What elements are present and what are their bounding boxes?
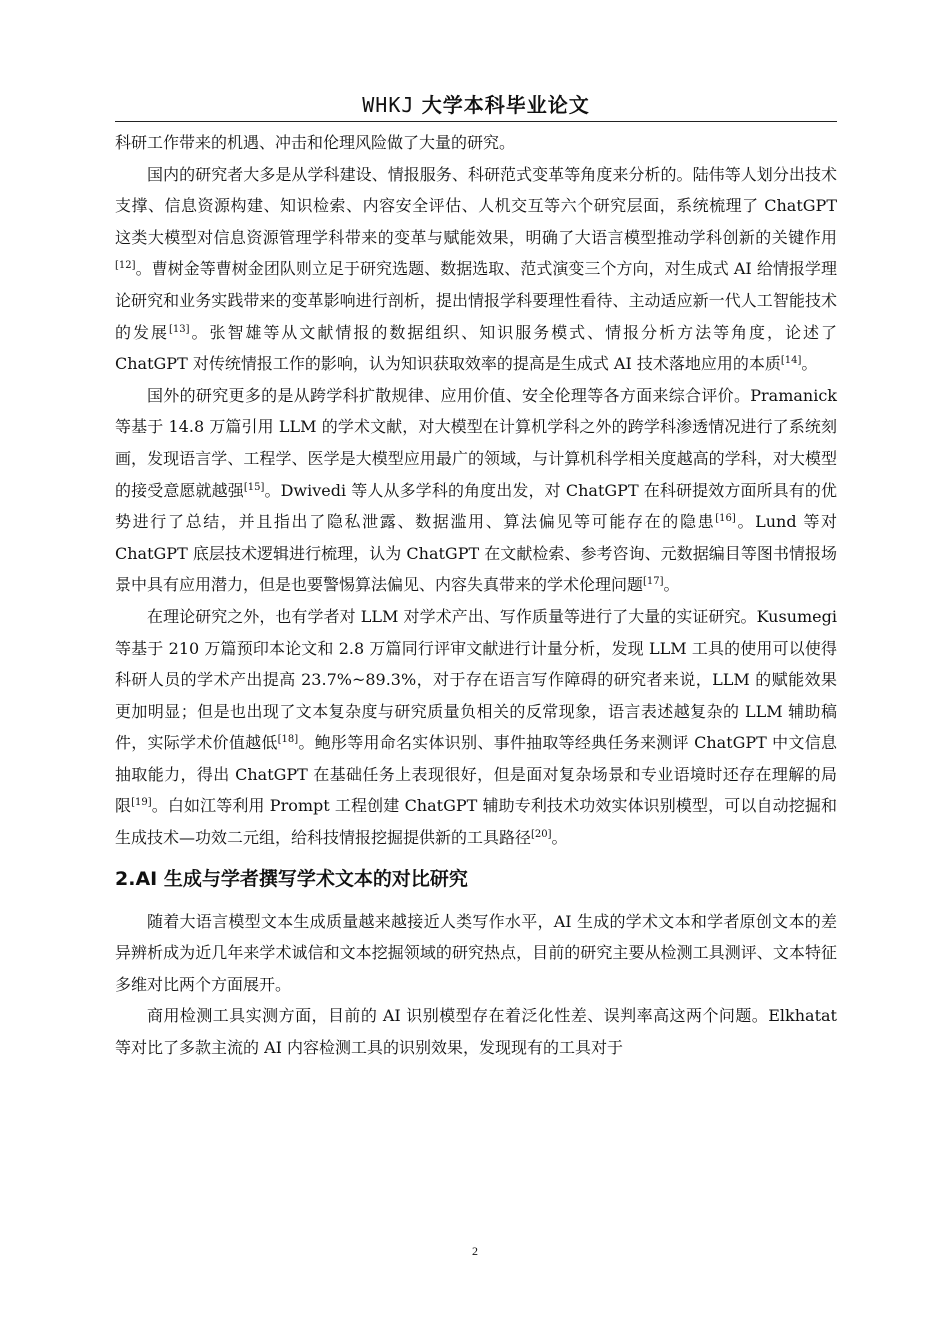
paragraph-empirical-research: 在理论研究之外，也有学者对 LLM 对学术产出、写作质量等进行了大量的实证研究。Kusumegi 等基于 210 万篇预印本论文和 2.8 万篇同行评审文献进行计量分析，发现 LLM 工具的使用可以使得科研人员的学术产出提高 23.7%~89.3%，对于存在语言写作障碍的研究者来说，LLM 的赋能效果更加明显；但是也出现了文本复杂度与研究质量负相关的反常现象，语言表述越复杂的 LLM 辅助稿件，实际学术价值越低[18]。鲍彤等用命名实体识别、事件抽取等经典任务来测评 ChatGPT 中文信息抽取能力，得出 ChatGPT 在基础任务上表现很好，但是面对复杂场景和专业语境时还存在理解的局限[19]。白如江等利用 Prompt 工程创建 ChatGPT 辅助专利技术功效实体识别模型，可以自动挖掘和生成技术—功效二元组，给科技情报挖掘提供新的工具路径[20]。 [115, 606, 837, 848]
header-abbrev: WHKJ [362, 93, 415, 117]
paragraph-continued: 科研工作带来的机遇、冲击和伦理风险做了大量的研究。 [115, 133, 516, 152]
citation-ref: [14] [780, 355, 802, 367]
citation-ref: [12] [115, 260, 136, 272]
section-heading: 2.AI 生成与学者撰写学术文本的对比研究 [115, 867, 468, 890]
citation-ref: [19] [131, 797, 152, 809]
running-header [115, 92, 837, 118]
paragraph-detection-tools: 商用检测工具实测方面，目前的 AI 识别模型存在着泛化性差、误判率高这两个问题。Elkhatat 等对比了多款主流的 AI 内容检测工具的识别效果，发现现有的工具对于 [115, 1006, 837, 1058]
paragraph-section-intro: 随着大语言模型文本生成质量越来越接近人类写作水平，AI 生成的学术文本和学者原创文本的差异辨析成为近几年来学术诚信和文本挖掘领域的研究热点，目前的研究主要从检测工具测评、文本特征多维对比两个方面展开。 [115, 911, 837, 994]
citation-ref: [18] [277, 734, 299, 746]
citation-ref: [16] [715, 513, 736, 525]
citation-ref: [15] [243, 481, 265, 493]
page-number: 2 [472, 1244, 478, 1258]
paragraph-domestic-research: 国内的研究者大多是从学科建设、情报服务、科研范式变革等角度来分析的。陆伟等人划分出技术支撑、信息资源构建、知识检索、内容安全评估、人机交互等六个研究层面，系统梳理了 ChatGPT 这类大模型对信息资源管理学科带来的变革与赋能效果，明确了大语言模型推动学科创新的关键作用[12]。曹树金等曹树金团队则立足于研究选题、数据选取、范式演变三个方向，对生成式 AI 给情报学理论研究和业务实践带来的变革影响进行剖析，提出情报学科要理性看待、主动适应新一代人工智能技术的发展[13]。张智雄等从文献情报的数据组织、知识服务模式、情报分析方法等角度，论述了 ChatGPT 对传统情报工作的影响，认为知识获取效率的提高是生成式 AI 技术落地应用的本质[14]。 [115, 164, 837, 374]
citation-ref: [13] [168, 323, 190, 335]
header-rule [115, 121, 837, 122]
paragraph-foreign-research: 国外的研究更多的是从跨学科扩散规律、应用价值、安全伦理等各方面来综合评价。Pramanick 等基于 14.8 万篇引用 LLM 的学术文献，对大模型在计算机学科之外的跨学科渗透情况进行了系统刻画，发现语言学、工程学、医学是大模型应用最广的领域，与计算机科学相关度越高的学科，对大模型的接受意愿就越强[15]。Dwivedi 等人从多学科的角度出发，对 ChatGPT 在科研提效方面所具有的优势进行了总结，并且指出了隐私泄露、数据滥用、算法偏见等可能存在的隐患[16]。Lund 等对 ChatGPT 底层技术逻辑进行梳理，认为 ChatGPT 在文献检索、参考咨询、元数据编目等图书情报场景中具有应用潜力，但是也要警惕算法偏见、内容失真带来的学术伦理问题[17]。 [115, 385, 837, 595]
citation-ref: [20] [531, 829, 552, 841]
page-body [115, 127, 837, 1064]
citation-ref: [17] [643, 576, 664, 588]
header-title: 大学本科毕业论文 [421, 93, 590, 117]
